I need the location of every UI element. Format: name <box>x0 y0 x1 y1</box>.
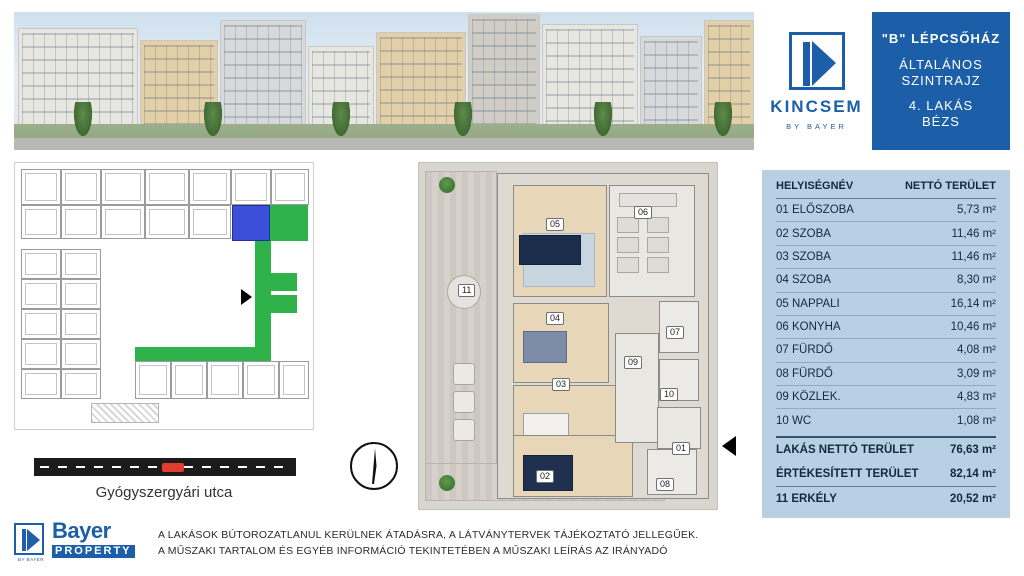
table-row <box>776 339 996 362</box>
kincsem-wordmark: KINCSEM <box>770 96 863 116</box>
col-room-name: HELYISÉGNÉV <box>776 180 854 192</box>
kincsem-footer-sub: BY BAYER <box>17 557 45 562</box>
room-area: 10,46 m² <box>950 321 996 334</box>
table-row <box>776 316 996 339</box>
siteplan-unit <box>61 169 101 205</box>
room-label-07: 07 <box>666 326 684 339</box>
summary-row-sold-area <box>776 462 996 486</box>
siteplan-unit <box>21 169 61 205</box>
disclaimer-line-1: A LAKÁSOK BÚTOROZATLANUL KERÜLNEK ÁTADÁSRA, A LÁTVÁNYTERVEK TÁJÉKOZTATÓ JELLEGŰEK. <box>158 529 699 541</box>
siteplan-unit <box>189 169 231 205</box>
hero-render-photo <box>14 12 754 150</box>
dining-chair <box>617 217 639 233</box>
siteplan-unit <box>243 361 279 399</box>
siteplan-unit <box>21 279 61 309</box>
siteplan-unit <box>21 369 61 399</box>
title-block-text <box>872 12 1010 150</box>
kitchen-counter <box>619 193 677 207</box>
bed <box>523 331 567 363</box>
room-area: 4,83 m² <box>957 391 996 404</box>
room-area: 8,30 m² <box>957 274 996 287</box>
bayer-property-logo <box>52 520 135 558</box>
siteplan-green-corridor <box>255 241 271 353</box>
room-label-03: 03 <box>552 378 570 391</box>
summary-label: ÉRTÉKESÍTETT TERÜLET <box>776 467 919 480</box>
siteplan-unit <box>21 309 61 339</box>
room-name: 08 FÜRDŐ <box>776 367 833 380</box>
col-net-area: NETTÓ TERÜLET <box>904 180 996 192</box>
drawing-type-line2: SZINTRAJZ <box>901 72 981 88</box>
room-area: 1,08 m² <box>957 414 996 427</box>
tree <box>74 102 92 136</box>
room-name: 05 NAPPALI <box>776 297 840 310</box>
dining-chair <box>617 237 639 253</box>
siteplan-unit <box>207 361 243 399</box>
room-09-kozlekedo <box>615 333 659 443</box>
summary-label: 11 ERKÉLY <box>776 492 837 505</box>
siteplan-unit <box>231 169 271 205</box>
room-area: 3,09 m² <box>957 367 996 380</box>
siteplan-green-corridor <box>271 295 297 313</box>
siteplan-green-corridor <box>271 273 297 291</box>
summary-value: 82,14 m² <box>949 467 996 480</box>
siteplan-unit <box>101 169 145 205</box>
apartment-label <box>909 98 973 131</box>
siteplan-unit <box>61 369 101 399</box>
siteplan-unit <box>145 169 189 205</box>
siteplan-unit <box>61 249 101 279</box>
table-row <box>776 246 996 269</box>
room-label-04: 04 <box>546 312 564 325</box>
site-plan <box>14 162 314 430</box>
table-row <box>776 386 996 409</box>
title-block <box>762 12 1010 150</box>
kincsem-footer-icon <box>14 523 45 562</box>
room-area: 4,08 m² <box>957 344 996 357</box>
summary-value: 76,63 m² <box>949 443 996 456</box>
room-name: 02 SZOBA <box>776 227 831 240</box>
room-name: 07 FÜRDŐ <box>776 344 833 357</box>
siteplan-unit <box>171 361 207 399</box>
tree <box>594 102 612 136</box>
room-label-10: 10 <box>660 388 678 401</box>
tree <box>204 102 222 136</box>
siteplan-pointer-icon <box>241 289 252 305</box>
siteplan-green-corridor <box>135 347 271 361</box>
tree <box>714 102 732 136</box>
room-label-11: 11 <box>458 284 475 297</box>
plant-icon <box>439 475 455 491</box>
sofa <box>519 235 581 265</box>
room-area: 5,73 m² <box>957 204 996 217</box>
siteplan-unit <box>145 205 189 239</box>
room-name: 04 SZOBA <box>776 274 831 287</box>
building-block <box>376 32 466 132</box>
room-label-09: 09 <box>624 356 642 369</box>
drawing-type-label <box>899 57 983 90</box>
table-row <box>776 269 996 292</box>
tree <box>454 102 472 136</box>
room-area: 11,46 m² <box>951 250 996 263</box>
building-block <box>640 36 702 132</box>
balcony-chair <box>453 419 475 441</box>
siteplan-selected-unit <box>232 205 270 241</box>
room-name: 06 KONYHA <box>776 321 841 334</box>
siteplan-unit <box>21 249 61 279</box>
street-name: Gyógyszergyári utca <box>95 484 233 501</box>
room-name: 03 SZOBA <box>776 250 831 263</box>
table-row <box>776 199 996 222</box>
balcony-terrace <box>425 171 497 501</box>
photo-road <box>14 138 754 150</box>
room-name: 10 WC <box>776 414 812 427</box>
dining-chair <box>647 257 669 273</box>
siteplan-unit <box>21 205 61 239</box>
plant-icon <box>439 177 455 193</box>
dining-chair <box>617 257 639 273</box>
kincsem-subbrand: BY BAYER <box>786 121 847 131</box>
apartment-scheme: BÉZS <box>922 114 960 130</box>
room-area: 16,14 m² <box>950 297 996 310</box>
kincsem-logo <box>762 12 872 150</box>
street-graphic <box>34 458 296 476</box>
area-table <box>762 170 1010 518</box>
room-label-02: 02 <box>536 470 554 483</box>
siteplan-unit <box>61 205 101 239</box>
table-row <box>776 293 996 316</box>
disclaimer <box>158 528 758 560</box>
area-table-header <box>776 180 996 199</box>
summary-value: 20,52 m² <box>949 492 996 505</box>
balcony-chair <box>453 363 475 385</box>
siteplan-unit <box>279 361 309 399</box>
siteplan-green-corridor <box>270 205 308 241</box>
dining-chair <box>647 237 669 253</box>
table-row <box>776 363 996 386</box>
bayer-wordmark: Bayer <box>52 518 111 543</box>
siteplan-unit <box>271 169 309 205</box>
room-label-01: 01 <box>672 442 690 455</box>
room-label-06: 06 <box>634 206 652 219</box>
room-label-08: 08 <box>656 478 674 491</box>
floorplan-pointer-icon <box>722 436 736 456</box>
compass-north-icon <box>350 442 398 490</box>
dining-chair <box>647 217 669 233</box>
room-label-05: 05 <box>546 218 564 231</box>
siteplan-unit <box>61 339 101 369</box>
room-name: 09 KÖZLEK. <box>776 391 841 404</box>
siteplan-unit <box>21 339 61 369</box>
room-name: 01 ELŐSZOBA <box>776 204 854 217</box>
staircase-label: "B" LÉPCSŐHÁZ <box>881 31 1001 47</box>
table-row <box>776 222 996 245</box>
siteplan-unit <box>61 279 101 309</box>
siteplan-unit <box>61 309 101 339</box>
property-wordmark: PROPERTY <box>52 545 135 558</box>
footer-logos <box>14 518 135 562</box>
siteplan-unit <box>189 205 231 239</box>
siteplan-parking <box>91 403 159 423</box>
apartment-number: 4. LAKÁS <box>908 98 974 114</box>
table-row <box>776 409 996 431</box>
building-block <box>220 20 306 132</box>
balcony-chair <box>453 391 475 413</box>
siteplan-unit <box>101 205 145 239</box>
building-block <box>542 24 638 132</box>
building-block <box>468 14 540 132</box>
summary-label: LAKÁS NETTÓ TERÜLET <box>776 443 914 456</box>
room-area: 11,46 m² <box>951 227 996 240</box>
disclaimer-line-2: A MŰSZAKI TARTALOM ÉS EGYÉB INFORMÁCIÓ TEKINTETÉBEN A MŰSZAKI LEÍRÁS AZ IRÁNYADÓ <box>158 544 668 557</box>
tree <box>332 102 350 136</box>
drawing-type-line1: ÁLTALÁNOS <box>899 56 983 72</box>
summary-row-balcony <box>776 486 996 511</box>
car-icon <box>162 463 184 472</box>
kincsem-k-icon <box>789 32 845 90</box>
summary-row-net-area <box>776 436 996 462</box>
siteplan-unit <box>135 361 171 399</box>
